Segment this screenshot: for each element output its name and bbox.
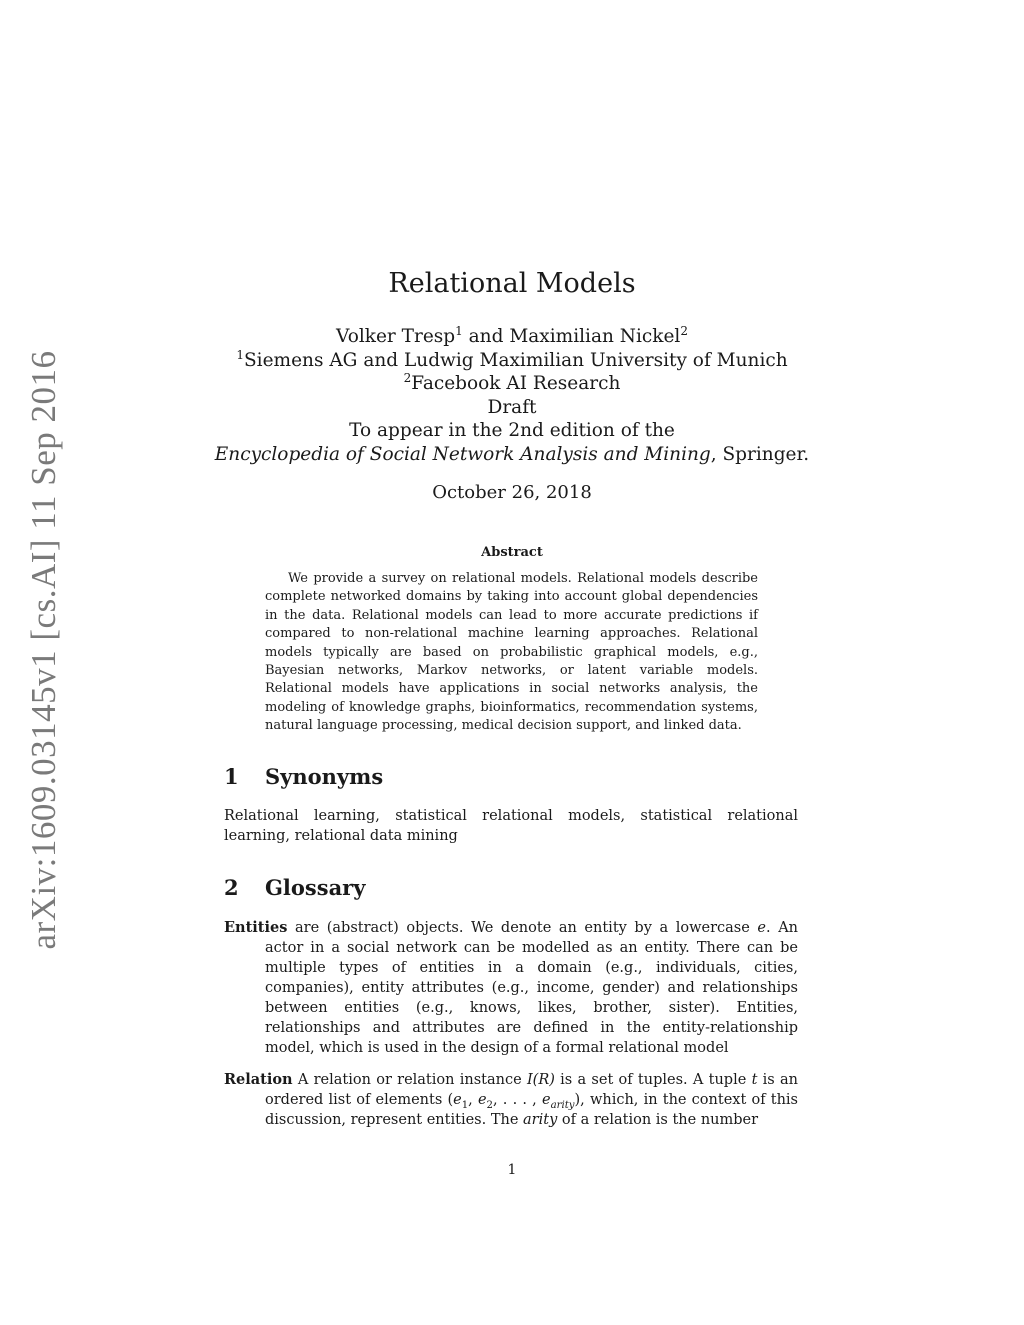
author-name: Volker Tresp (336, 326, 456, 347)
glossary-text: is a set of tuples. A tuple (554, 1072, 752, 1088)
math-var: e (477, 1092, 487, 1108)
author-name: Maximilian Nickel (509, 326, 681, 347)
section-number: 2 (224, 875, 239, 900)
emphasis-word: arity (523, 1112, 558, 1128)
glossary-entry-relation (224, 1070, 803, 1130)
author-block (0, 325, 1024, 466)
abstract-heading: Abstract (481, 545, 543, 560)
affiliation-text: Facebook AI Research (411, 373, 621, 394)
math-sub: arity (550, 1099, 575, 1111)
section-number: 1 (224, 764, 239, 789)
author-affil-sup: 2 (680, 323, 688, 338)
affiliation-line (0, 349, 1024, 373)
math-expr: I(R) (526, 1072, 555, 1088)
authors-line (0, 325, 1024, 349)
math-var: e (541, 1092, 551, 1108)
math-var: e (453, 1092, 462, 1108)
synonyms-text: Relational learning, statistical relational models, statistical relational learning, relational data mining (224, 808, 798, 844)
affil-sup: 1 (236, 347, 244, 362)
glossary-text: ), which, in the context of this discussion, represent entities. The (265, 1092, 803, 1128)
glossary-text: is an ordered list of elements ( (265, 1072, 803, 1108)
glossary-entry-entities (224, 918, 798, 1058)
glossary-text: . An actor in a social network can be modelled as an entity. There can be multiple types of entities in a domain (e.g., individuals, cities, companies), entity attributes (e.g., income, gender) and relationships between entities (e.g., knows, likes, brother, sister). Entities, relationships and attributes are defined in the entity-relationship model, which is used in the design of a formal relational model (265, 920, 799, 1056)
math-sep: , (468, 1092, 478, 1108)
section-heading-synonyms (224, 764, 383, 789)
abstract-text: We provide a survey on relational models. Relational models describe complete networked domains by taking into account global dependencies in the data. Relational models can lead to more accurate predictions if compared to non-relational machine learning approaches. Relational models typically are based on probabilistic graphical models, e.g., Bayesian networks, Markov networks, or latent variable models. Relational models have applications in social networks analysis, the modeling of knowledge graphs, bioinformatics, recommendation systems, natural language processing, medical decision support, and linked data. (265, 571, 758, 734)
math-var: e (757, 920, 766, 936)
glossary-term: Relation (224, 1071, 293, 1088)
glossary-term: Entities (224, 919, 288, 936)
appear-note: To appear in the 2nd edition of the (349, 420, 675, 441)
section-title: Synonyms (265, 764, 384, 789)
publisher: , Springer. (710, 443, 810, 465)
affiliation-text: Siemens AG and Ludwig Maximilian University of Munich (244, 349, 788, 371)
draft-status: Draft (487, 396, 537, 418)
glossary-text: of a relation is the number (557, 1112, 759, 1128)
arxiv-sidebar-stamp: arXiv:1609.03145v1 [cs.AI] 11 Sep 2016 (24, 350, 63, 950)
math-var: t (751, 1072, 758, 1088)
author-affil-sup: 1 (455, 323, 463, 338)
math-sep: , . . . , (493, 1092, 542, 1108)
affiliation-line (0, 372, 1024, 396)
section-heading-glossary (224, 875, 365, 900)
paper-date: October 26, 2018 (432, 482, 592, 503)
venue-name: Encyclopedia of Social Network Analysis and Mining (214, 443, 711, 465)
math-sub: 1 (461, 1099, 469, 1111)
page-number: 1 (507, 1162, 517, 1178)
paper-title: Relational Models (388, 268, 636, 299)
author-conjunction: and (462, 326, 510, 347)
section-title: Glossary (265, 875, 366, 900)
affil-sup: 2 (403, 370, 412, 385)
math-sub: 2 (486, 1099, 493, 1111)
venue-line (0, 443, 1024, 467)
glossary-text: are (abstract) objects. We denote an entity by a lowercase (287, 920, 758, 936)
glossary-text: A relation or relation instance (292, 1072, 527, 1088)
